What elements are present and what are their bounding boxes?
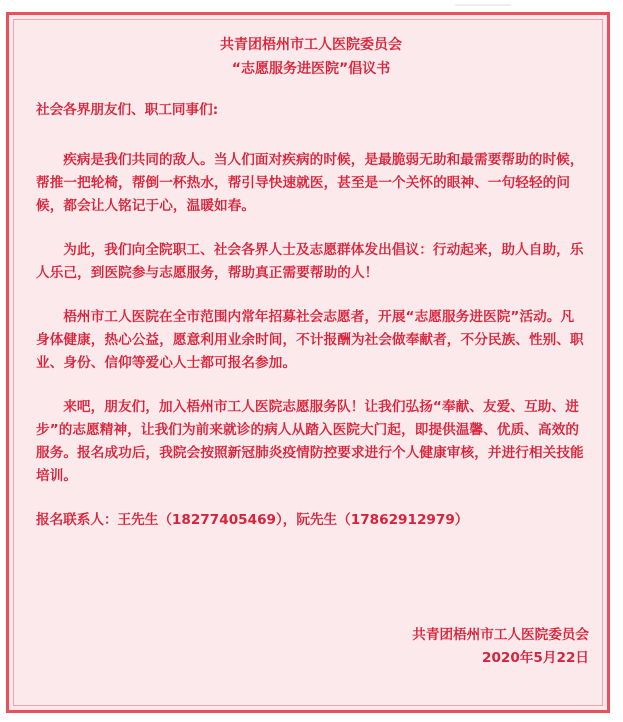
proposal-content bbox=[36, 33, 586, 532]
signature-block bbox=[412, 624, 589, 670]
proposal-frame bbox=[6, 12, 610, 713]
paragraph-3: 梧州市工人医院在全市范围内常年招募社会志愿者，开展“志愿服务进医院”活动。凡身体健康，热心公益，愿意利用业余时间，不计报酬为社会做奉献者，不分民族、性别、职业、身份、信仰等爱心人士都可报名参加。 bbox=[36, 309, 584, 371]
signature-date: 2020年5月22日 bbox=[482, 650, 589, 666]
paragraph-4: 来吧，朋友们，加入梧州市工人医院志愿服务队！让我们弘扬“奉献、友爱、互助、进步”的志愿精神，让我们为前来就诊的病人从踏入医院大门起，即提供温馨、优质、高效的服务。报名成功后，我院会按照新冠肺炎疫情防控要求进行个人健康审核，并进行相关技能培训。 bbox=[36, 399, 584, 484]
greeting: 社会各界朋友们、职工同事们: bbox=[36, 102, 219, 118]
top-edge-decoration bbox=[455, 0, 511, 6]
contact-info: 报名联系人：王先生（18277405469），阮先生（17862912979） bbox=[36, 512, 469, 528]
paragraph-2: 为此，我们向全院职工、社会各界人士及志愿群体发出倡议：行动起来，助人自助，乐人乐己，到医院参与志愿服务，帮助真正需要帮助的人！ bbox=[36, 242, 584, 281]
signature-org: 共青团梧州市工人医院委员会 bbox=[412, 627, 589, 643]
paragraph-1: 疾病是我们共同的敌人。当人们面对疾病的时候，是最脆弱无助和最需要帮助的时候，帮推一把轮椅，帮倒一杯热水，帮引导快速就医，甚至是一个关怀的眼神、一句轻轻的问候，都会让人铭记于心，温暖如春。 bbox=[36, 152, 584, 214]
document-title: “志愿服务进医院”倡议书 bbox=[231, 61, 391, 77]
header-org: 共青团梧州市工人医院委员会 bbox=[220, 37, 402, 53]
